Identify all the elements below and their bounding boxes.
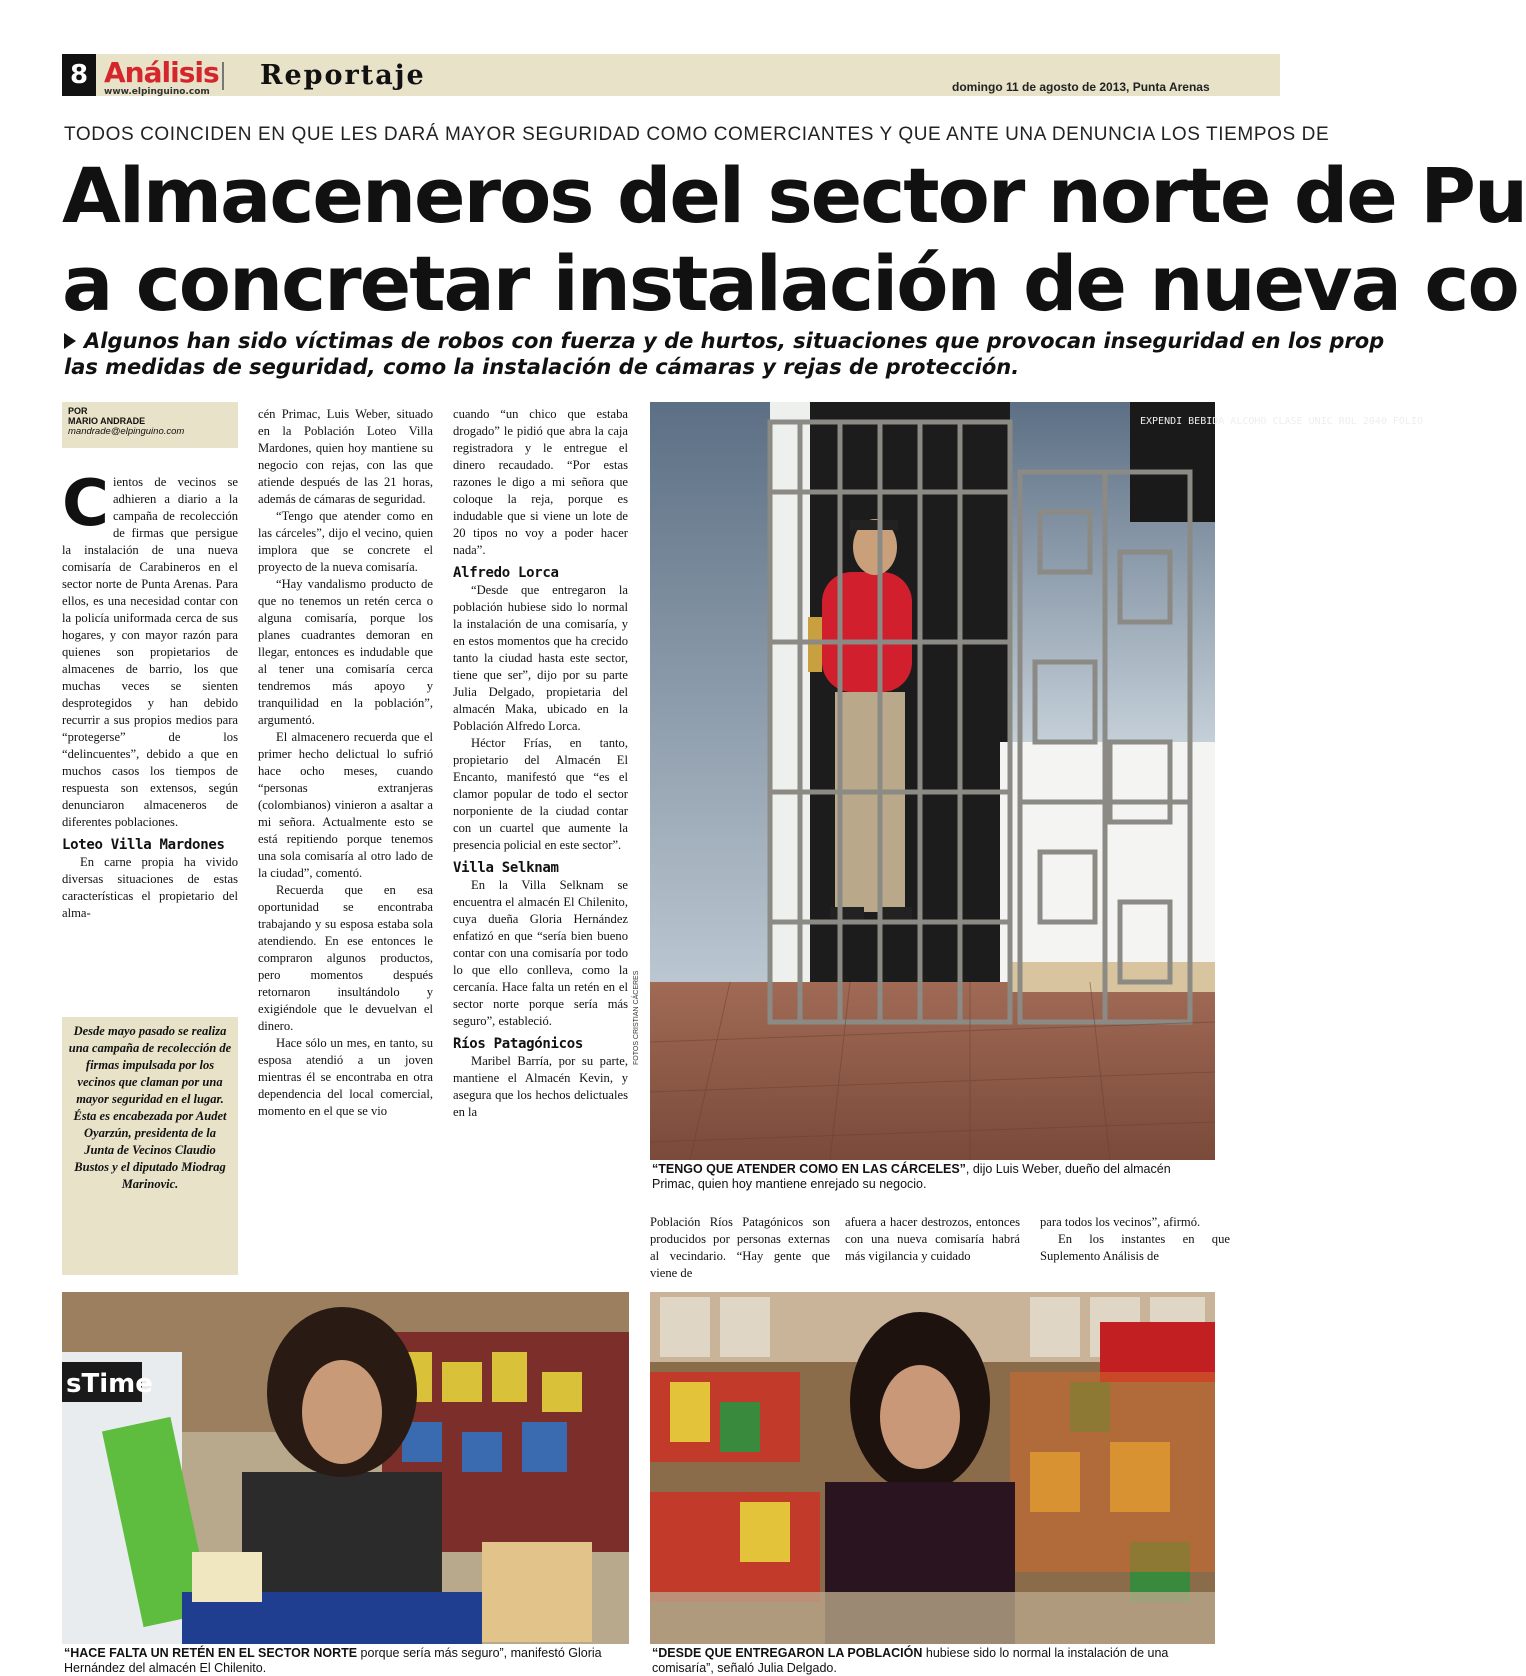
article-deck bbox=[64, 328, 1385, 380]
caption-body: , dijo Luis Weber, dueño del almacén Primac, quien hoy mantiene enrejado su negocio. bbox=[652, 1162, 1171, 1191]
paragraph: “Hay vandalismo producto de que no tenemos un retén cerca o alguna comisaría, porque los planes cuadrantes demoran en llegar, entonces es indudable que al tener una comisaría cerca tendremos más apoyo y tranquilidad en la población”, argumentó. bbox=[258, 577, 433, 727]
photo-credit: FOTOS CRISTIAN CÁCERES bbox=[633, 970, 640, 1065]
subheading: Villa Selknam bbox=[453, 860, 559, 876]
byline-box bbox=[62, 402, 238, 448]
caption-body: hubiese sido lo normal la instalación de una comisaría”, señaló Julia Delgado. bbox=[652, 1646, 1169, 1675]
paragraph: Maribel Barría, por su parte, mantiene el Almacén Kevin, y asegura que los hechos delictuales en la bbox=[453, 1054, 628, 1119]
sign-text: sTime bbox=[66, 1369, 153, 1399]
section-title: Reportaje bbox=[260, 60, 426, 91]
paragraph: En los instantes en que Suplemento Análisis de bbox=[1040, 1232, 1230, 1263]
paragraph: “Tengo que atender como en las cárceles”, dijo el vecino, quien implora que se concrete el proyecto de la nueva comisaría. bbox=[258, 509, 433, 574]
photo-caption-main bbox=[652, 1162, 1212, 1192]
paragraph: cén Primac, Luis Weber, situado en la Población Loteo Villa Mardones, quien hoy mantiene su negocio con rejas, con las que atiende después de las 21 horas, además de cámaras de seguridad. bbox=[258, 407, 433, 506]
triangle-right-icon bbox=[64, 333, 76, 349]
headline-line-1: Almaceneros del sector norte de Pu bbox=[62, 151, 1526, 240]
caption-lead: “DESDE QUE ENTREGARON LA POBLACIÓN bbox=[652, 1646, 923, 1660]
publication-logo: Análisis bbox=[104, 56, 219, 89]
article-column-1 bbox=[62, 467, 238, 922]
paragraph: Recuerda que en esa oportunidad se encontraba trabajando y su esposa estaba sola atendiendo. En ese entonces le compraron algunos productos, pero momentos después retornaron insultándolo y exigiéndole que le devuelvan el dinero. bbox=[258, 883, 433, 1033]
photo-caption-right bbox=[652, 1646, 1217, 1676]
paragraph: afuera a hacer destrozos, entonces con una nueva comisaría habrá más vigilancia y cuidado bbox=[845, 1215, 1020, 1263]
byline-label: POR bbox=[68, 406, 88, 416]
article-kicker: TODOS COINCIDEN EN QUE LES DARÁ MAYOR SEGURIDAD COMO COMERCIANTES Y QUE ANTE UNA DENUNCIA LOS TIEMPOS DE bbox=[64, 124, 1330, 145]
paragraph: Población Ríos Patagónicos son producidos por personas externas al vecindario. “Hay gente que viene de bbox=[650, 1215, 830, 1280]
sidebar-box bbox=[62, 1017, 238, 1275]
header-divider bbox=[222, 62, 224, 90]
article-headline bbox=[62, 151, 1526, 328]
paragraph: El almacenero recuerda que el primer hecho delictual lo sufrió hace ocho meses, cuando “personas extranjeras (colombianos) vinieron a asaltar a mi señora. Actualmente esto se está repitiendo porque tenemos una sola comisaría al otro lado de la ciudad”, comentó. bbox=[258, 730, 433, 880]
caption-lead: “HACE FALTA UN RETÉN EN EL SECTOR NORTE bbox=[64, 1646, 358, 1660]
photo-almacen-maka[interactable] bbox=[650, 1292, 1215, 1644]
paragraph: En la Villa Selknam se encuentra el almacén El Chilenito, cuya dueña Gloria Hernández enfatizó en que “sería bien bueno contar con una comisaría por todo lo que ello conlleva, como la cercanía. Hace falta un retén en el sector norte porque sería más seguro”, estableció. bbox=[453, 878, 628, 1028]
caption-lead: “TENGO QUE ATENDER COMO EN LAS CÁRCELES” bbox=[652, 1162, 966, 1176]
photo-illustration bbox=[62, 1292, 629, 1644]
paragraph: Hace sólo un mes, en tanto, su esposa atendió a un joven mientras él se encontraba en otra dependencia del local comercial, momento en el que se vio bbox=[258, 1036, 433, 1118]
sidebar-text: Desde mayo pasado se realiza una campaña de recolección de firmas impulsada por los vecinos que claman por una mayor seguridad en el lugar. bbox=[68, 1024, 232, 1106]
publication-url[interactable]: www.elpinguino.com bbox=[104, 87, 210, 97]
drop-cap: C bbox=[62, 467, 109, 541]
caption-body: porque sería más seguro”, manifestó Gloria Hernández del almacén El Chilenito. bbox=[64, 1646, 602, 1675]
paragraph: “Desde que entregaron la población hubiese sido lo normal la instalación de una comisaría, y en estos momentos que ha crecido tanto la ciudad hasta este sector, tiene que ser”, dijo por su parte Julia Delgado, propietaria del almacén Maka, ubicado en la Población Alfredo Lorca. bbox=[453, 583, 628, 733]
photo-el-chilenito[interactable] bbox=[62, 1292, 629, 1644]
byline-author: MARIO ANDRADE bbox=[68, 416, 146, 426]
headline-line-2: a concretar instalación de nueva co bbox=[62, 239, 1518, 328]
paragraph: ientos de vecinos se adhieren a diario a la campaña de recolección de firmas que persigue la instalación de una nueva comisaría de Carabineros en el sector norte de Punta Arenas. Para ellos, es una necesidad contar con la policía uniformada cerca de sus hogares, y con mayor razón para quienes son propietarios de almacenes de barrio, los que muchas veces se sienten desprotegidos y han debido recurrir a sus propios medios para “protegerse” de los “delincuentes”, debido a que en muchos casos los tiempos de respuesta son extensos, según denunciaron almaceneros de diferentes poblaciones. bbox=[62, 475, 238, 829]
sidebar-text: Ésta es encabezada por Audet Oyarzún, presidenta de la Junta de Vecinos Claudio Bustos y el diputado Miodrag Marinovic. bbox=[73, 1109, 227, 1191]
article-column-5 bbox=[845, 1214, 1020, 1265]
paragraph: Héctor Frías, en tanto, propietario del Almacén El Encanto, manifestó que “es el clamor popular de todo el sector norponiente de la ciudad contar con un cuartel que aumente la presencia policial en este sector”. bbox=[453, 736, 628, 852]
photo-caption-left bbox=[64, 1646, 629, 1676]
article-column-2 bbox=[258, 406, 433, 1120]
paragraph: para todos los vecinos”, afirmó. bbox=[1040, 1215, 1201, 1229]
paragraph: cuando “un chico que estaba drogado” le pidió que abra la caja registradora y le entregue el dinero recaudado. “Por estas razones le digo a mi señora que coloque la reja, porque es indudable que si viene un lote de 20 tipos no voy a poder hacer nada”. bbox=[453, 407, 628, 557]
photo-illustration bbox=[650, 402, 1423, 1160]
article-column-4 bbox=[650, 1214, 830, 1282]
byline-email[interactable]: mandrade@elpinguino.com bbox=[68, 426, 185, 437]
paragraph: En carne propia ha vivido diversas situaciones de estas características el propietario del alma- bbox=[62, 855, 238, 920]
subheading: Alfredo Lorca bbox=[453, 565, 559, 581]
page-number: 8 bbox=[62, 54, 96, 96]
dateline: domingo 11 de agosto de 2013, Punta Arenas bbox=[952, 80, 1210, 94]
deck-line-2: las medidas de seguridad, como la instalación de cámaras y rejas de protección. bbox=[64, 355, 1020, 379]
deck-line-1: Algunos han sido víctimas de robos con fuerza y de hurtos, situaciones que provocan inseguridad en los prop bbox=[84, 329, 1385, 353]
sign-text: EXPENDI BEBIDA ALCOHO CLASE UNIC ROL 2040 FOLIO bbox=[1140, 416, 1423, 427]
article-column-6 bbox=[1040, 1214, 1230, 1265]
photo-illustration bbox=[650, 1292, 1215, 1644]
article-column-3 bbox=[453, 406, 628, 1121]
subheading: Ríos Patagónicos bbox=[453, 1036, 584, 1052]
photo-store-gate[interactable] bbox=[650, 402, 1423, 1160]
subheading: Loteo Villa Mardones bbox=[62, 837, 225, 853]
